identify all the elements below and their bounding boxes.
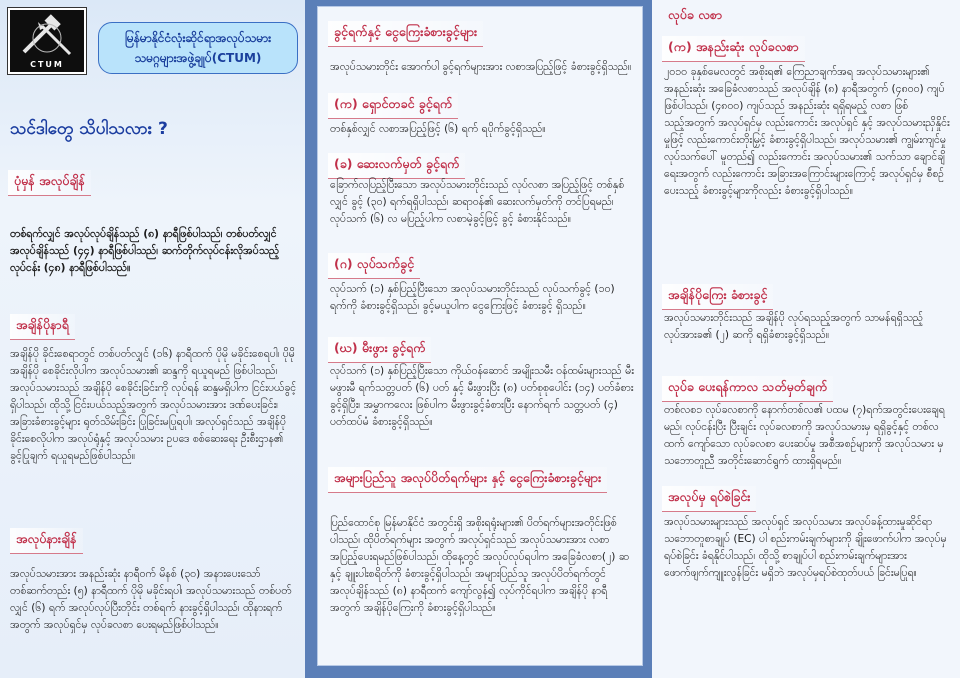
left-panel <box>0 0 305 678</box>
section-text-overtime: အချိန်ပို ခိုင်းစေရာတွင် တစ်ပတ်လျှင် (၁၆) နာရီထက် ပိုမို မခိုင်းစေရပါ၊ ပိုမို အချိန်ပို စေခိုင်းလိုပါက အလုပ်သမား၏ ဆန္ဒကို ရယူရမည် ဖြစ်ပါသည်၊ အလုပ်သမားသည် အချိန်ပို စေခိုင်းခြင်းကို လုပ်ရန် ဆန္ဒမရှိပါက ငြင်းပယ်ခွင့်ရှိပါသည်၊ ထိုသို့ ငြင်းပယ်သည့်အတွက် အလုပ်သမားအား ဒဏ်ပေးခြင်း၊ အခြားခံစားခွင့်များ ရုတ်သိမ်းခြင်း ပြုခြင်းမပြုရပါ၊ အလုပ်ရှင်သည် အချိန်ပို ခိုင်းစေလိုပါက အလုပ်ရုံနှင့် အလုပ်သမား ဥပဒေ စစ်ဆေးရေး ဦးစီးဌာန၏ ခွင့်ပြုချက် ရယူရမည်ဖြစ်ပါသည်။ <box>10 348 297 462</box>
section-text-normal-hours: တစ်ရက်လျှင် အလုပ်လုပ်ချိန်သည် (၈) နာရီဖြစ်ပါသည်၊ တစ်ပတ်လျှင် အလုပ်ချိန်သည် (၄၄) နာရီဖြစ်ပါသည်၊ ဆက်တိုက်လုပ်ငန်းလိုအပ်သည့် လုပ်ငန်း (၄၈) နာရီဖြစ်ပါသည်။ <box>10 228 280 274</box>
logo-text: CTUM <box>30 60 64 69</box>
section-heading-termination: အလုပ်မှ ရပ်စဲခြင်း <box>662 486 756 512</box>
section-heading-overtime: အချိန်ပိုနာရီ <box>10 314 75 340</box>
section-text-annual-leave: လုပ်သက် (၁) နှစ်ပြည့်ပြီးသော အလုပ်သမားတိုင်းသည် လုပ်သက်ခွင့် (၁၀) ရက်ကို ခံစားခွင့်ရှိသည်၊ ခွင့်မယူပါက ငွေကြေးဖြင့် ခံစားခွင့် ရှိသည်။ <box>330 283 615 312</box>
section-heading-wages: လုပ်ခ လစာ <box>668 7 723 22</box>
section-text-minimum-wage: ၂၀၁၀ ခုနှစ်မေလတွင် အစိုးရ၏ ကြေညာချက်အရ အလုပ်သမားများ၏ အနည်းဆုံး အခြေခံလစာသည် အလုပ်ချိန် (၈) နာရီအတွက် (၄၈၀၀) ကျပ်ဖြစ်ပါသည်၊ (၄၈၀၀) ကျပ်သည် အနည်းဆုံး ရရှိရမည့် လစာ ဖြစ်သည့်အတွက် အလုပ်ရှင်မှ လည်းကောင်း အလုပ်ရှင် နှင့် အလုပ်သမားညှိနှိုင်းမှုဖြင့် လည်းကောင်းတိုးမြှင့် ခံစားခွင့်ရှိပါသည်၊ အလုပ်သမား၏ ကျွမ်းကျင်မှု လုပ်သက်ပေါ် မူတည်၍ လည်းကောင်း အလုပ်သမား၏ သက်သာ ချောင်ချိရေးအတွက် လည်းကောင်း အခြားအကြောင်းများကြောင့် အလုပ်ရှင်မှ စီစဉ်ပေးသည့် ခံစားခွင့်များကိုလည်း ခံစားခွင့်ရှိပါသည်။ <box>664 66 950 197</box>
section-text-termination: အလုပ်သမားများသည် အလုပ်ရှင် အလုပ်သမား အလုပ်ခန့်ထားမှုဆိုင်ရာ သဘောတူစာချုပ် (EC) ပါ စည်းကမ်းချက်များကို ချိုးဖောက်ပါက အလုပ်မှ ရပ်စဲခြင်း ခံရနိုင်ပါသည်၊ ထိုသို့ စာချုပ်ပါ စည်းကမ်းချက်များအား ဖောက်ဖျက်ကျူးလွန်ခြင်း မရှိဘဲ အလုပ်မှရပ်စဲထုတ်ပယ် ခြင်းမပြုရ။ <box>664 516 947 579</box>
section-heading-casual-leave: (က) ရှောင်တခင် ခွင့်ရက် <box>328 93 458 119</box>
question-heading: သင်ဒါတွေ သိပါသလား ? <box>10 119 168 139</box>
right-panel <box>652 0 960 678</box>
section-text-leave: အလုပ်သမားတိုင်း အောက်ပါ ခွင့်ရက်များအား လစာအပြည့်ဖြင့် ခံစားခွင့်ရှိသည်။ <box>330 61 632 73</box>
section-heading-leave: ခွင့်ရက်နှင့် ငွေကြေးခံစားခွင့်များ <box>328 21 483 47</box>
hammer-pen-icon <box>16 14 78 60</box>
middle-panel <box>317 6 643 666</box>
section-text-public-holidays: ပြည်ထောင်စု မြန်မာနိုင်ငံ အတွင်းရှိ အစိုးရရုံးများ၏ ပိတ်ရက်များအတိုင်းဖြစ်ပါသည်၊ ထိုပိတ်ရက်များ အတွက် အလုပ်ရှင်သည် အလုပ်သမားအား လစာအပြည့်ပေးရမည်ဖြစ်ပါသည်၊ ထိုနေ့တွင် အလုပ်လုပ်ရပါက အခြေခံလစာ(၂) ဆနှင့် ချူးပါးစရိတ်ကို ခံစားခွင့်ရှိပါသည်၊ အများပြည်သူ အလုပ်ပိတ်ရက်တွင် အလုပ်ချိန်သည် (၈) နာရီထက် ကျော်လွန်၍ လုပ်ကိုင်ရပါက အချိန်ပို နာရီအတွက် အချိန်ပိုကြေးကို ခံစားခွင့်ရှိပါသည်။ <box>330 517 629 614</box>
section-text-casual-leave: တစ်နှစ်လျှင် လစာအပြည့်ဖြင့် (၆) ရက် ရပိုက်ခွင့်ရှိသည်။ <box>330 123 546 135</box>
section-heading-rest-hours: အလုပ်နားချိန် <box>10 528 83 554</box>
section-text-rest-hours: အလုပ်သမားအား အနည်းဆုံး နာရီဝက် မိနစ် (၃၀) အနားပေးသော် တစ်ဆက်တည်း (၅) နာရီထက် ပိုမို မခိုင်းရပါ၊ အလုပ်သမားသည် တစ်ပတ်လျှင် (၆) ရက် အလုပ်လုပ်ပြီးတိုင်း တစ်ရက် နားခွင့်ရှိပါသည်၊ ထိုနားရက်အတွက် အလုပ်ရှင်မှ လုပ်ခလစာ ပေးရမည်ဖြစ်ပါသည်။ <box>10 568 292 631</box>
section-heading-payment-period: လုပ်ခ ပေးရန်ကာလ သတ်မှတ်ချက် <box>662 376 833 402</box>
section-text-medical-leave: ခြောက်လပြည့်ပြီးသော အလုပ်သမားတိုင်းသည် လုပ်လစာ အပြည့်ဖြင့် တစ်နှစ်လျှင် ခွင့် (၃၀) ရက်ရရှိပါသည်၊ ဆရာဝန်၏ ဆေးလက်မှတ်ကို တင်ပြရမည်၊ လုပ်သက် (၆) လ မပြည့်ပါက လစာမဲ့ခွင့်ဖြင့် ခွင့် ခံစားနိုင်သည်။ <box>330 179 625 225</box>
section-heading-overtime-pay: အချိန်ပိုကြေး ခံစားခွင့် <box>662 284 773 310</box>
section-heading-annual-leave: (ဂ) လုပ်သက်ခွင့် <box>328 253 420 279</box>
section-heading-normal-hours: ပုံမှန် အလုပ်ချိန် <box>8 170 91 196</box>
section-heading-minimum-wage: (က) အနည်းဆုံး လုပ်ခလစာ <box>662 36 805 62</box>
section-text-overtime-pay: အလုပ်သမားတိုင်းသည် အချိန်ပို လုပ်ရသည့်အတွက် သာမန်ရရှိသည့် လုပ်အားခ၏ (၂) ဆကို ရရှိခံစားခွင့်ရှိသည်။ <box>664 312 924 341</box>
section-text-maternity-leave: လုပ်သက် (၁) နှစ်ပြည့်ပြီးသော ကိုယ်ဝန်ဆောင် အမျိုးသမီး ဝန်ထမ်းများသည် မီးမဖွားမီ ရက်သတ္တပတ် (၆) ပတ် နှင့် မီးဖွားပြီး (၈) ပတ်စုစုပေါင်း (၁၄) ပတ်ခံစားခွင့်ရှိပြီး၊ အမွှာကလေး ဖြစ်ပါက မီးဖွားခွင့်ခံစားပြီး နောက်ရက် သတ္တပတ် (၄) ပတ်ထပ်မံ ခံစားခွင့်ရှိသည်။ <box>330 365 634 428</box>
org-title <box>98 22 298 74</box>
ctum-logo <box>8 8 86 74</box>
org-title-line1: မြန်မာနိုင်ငံလုံးဆိုင်ရာအလုပ်သမား <box>124 31 272 45</box>
org-title-line2: သမဂ္ဂများအဖွဲ့ချုပ်(CTUM) <box>134 51 262 65</box>
section-heading-public-holidays: အများပြည်သူ အလုပ်ပိတ်ရက်များ နှင့် ငွေကြေးခံစားခွင့်များ <box>328 467 607 493</box>
section-heading-medical-leave: (ခ) ဆေးလက်မှတ် ခွင့်ရက် <box>328 153 465 179</box>
section-text-payment-period: တစ်လစၥ လုပ်ခလစာကို နောက်တစ်လ၏ ပထမ (၇)ရက်အတွင်းပေးချေရမည်၊ လုပ်ငန်းပြီး ပြီးချင်း လုပ်ခလစာကို အလုပ်သမားမှ ရရှိခွင့်နှင့် တစ်လထက် ကျော်သော လုပ်ခလစာ ပေးဆပ်မှု အစီအစဉ်များကို အလုပ်သမား မှ သဘောတူညီ အတိုင်းဆောင်ရွက် ထားရှိရမည်။ <box>664 404 945 467</box>
section-heading-maternity-leave: (ဃ) မီးဖွား ခွင့်ရက် <box>328 337 431 363</box>
